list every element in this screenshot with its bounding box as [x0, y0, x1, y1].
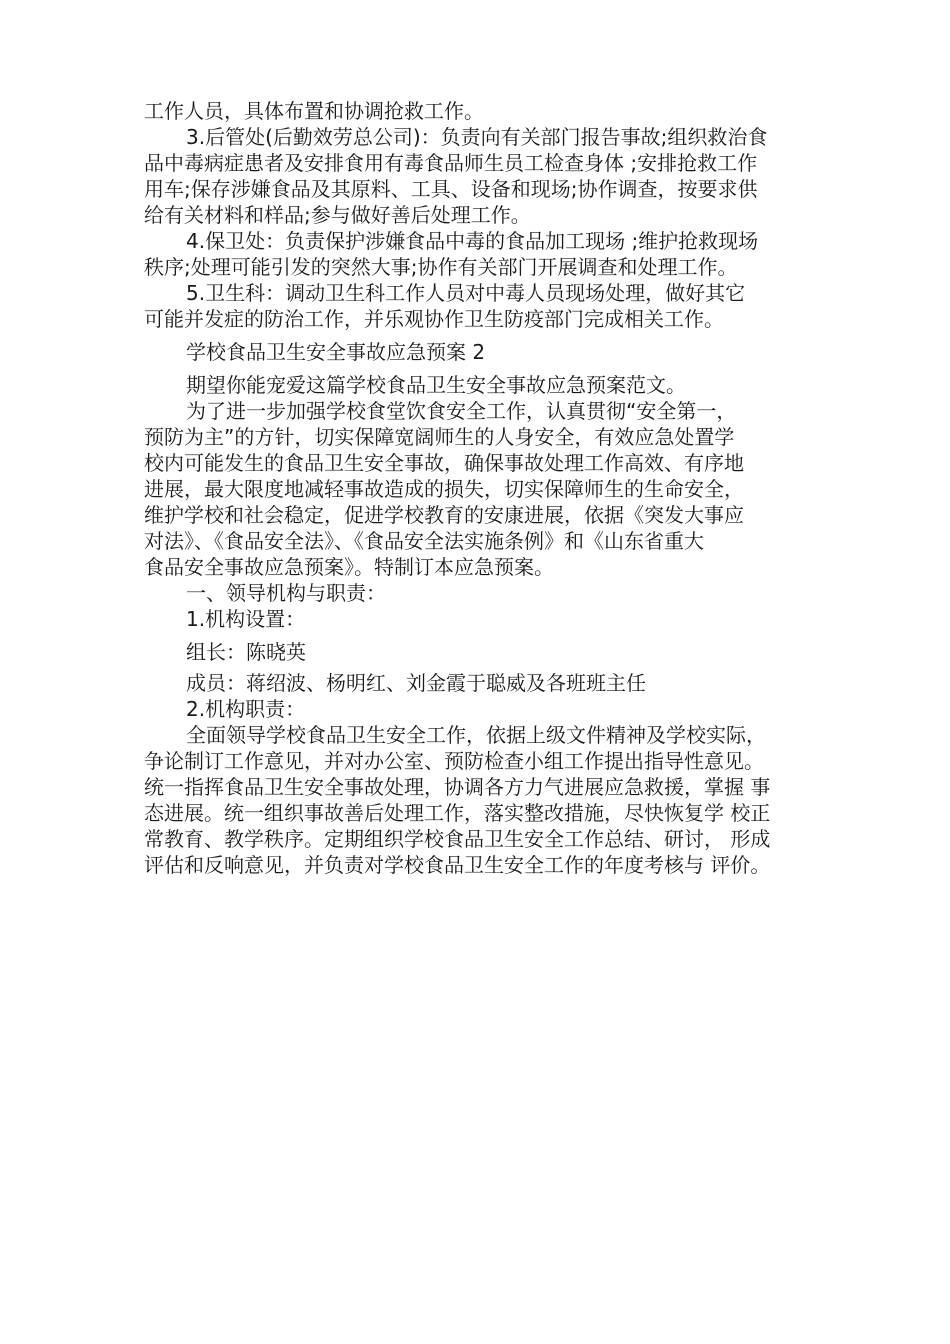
- text-line: 维护学校和社会稳定，促进学校教育的安康进展，依据《突发大事应: [144, 503, 744, 527]
- text-line: 品中毒病症患者及安排食用有毒食品师生员工检查身体 ;安排抢救工作: [144, 151, 758, 175]
- text-line: 为了进一步加强学校食堂饮食安全工作，认真贯彻“安全第一，: [186, 399, 737, 423]
- text-line: 成员：蒋绍波、杨明红、刘金霞于聪威及各班班主任: [186, 671, 646, 695]
- text-line: 工作人员，具体布置和协调抢救工作。: [144, 99, 484, 123]
- text-line: 争论制订工作意见，并对办公室、预防检查小组工作提出指导性意见。: [144, 749, 764, 773]
- text-line: 用车;保存涉嫌食品及其原料、工具、设备和现场;协作调查，按要求供: [144, 177, 758, 201]
- text-line: 给有关材料和样品;参与做好善后处理工作。: [144, 203, 531, 227]
- text-line: 3.后管处(后勤效劳总公司)：负责向有关部门报告事故;组织救治食: [186, 125, 768, 149]
- text-line: 食品安全事故应急预案》。特制订本应急预案。: [144, 555, 554, 579]
- text-line: 进展，最大限度地减轻事故造成的损失，切实保障师生的生命安全，: [144, 477, 744, 501]
- text-line: 2.机构职责：: [186, 697, 306, 721]
- text-line: 秩序;处理可能引发的突然大事;协作有关部门开展调查和处理工作。: [144, 255, 738, 279]
- text-line: 对法》、《食品安全法》、《食品安全法实施条例》和《山东省重大: [144, 529, 704, 553]
- text-line: 预防为主”的方针，切实保障宽阔师生的人身安全，有效应急处置学: [144, 425, 735, 449]
- text-line: 可能并发症的防治工作，并乐观协作卫生防疫部门完成相关工作。: [144, 307, 724, 331]
- text-line: 5.卫生科：调动卫生科工作人员对中毒人员现场处理，做好其它: [186, 281, 746, 305]
- text-line: 评估和反响意见，并负责对学校食品卫生安全工作的年度考核与 评价。: [144, 853, 771, 877]
- text-line: 期望你能宠爱这篇学校食品卫生安全事故应急预案范文。: [186, 373, 686, 397]
- text-line: 1.机构设置：: [186, 607, 306, 631]
- text-line: 态进展。统一组织事故善后处理工作，落实整改措施，尽快恢复学 校正: [144, 801, 771, 825]
- document-page: [144, 98, 810, 878]
- text-line: 校内可能发生的食品卫生安全事故，确保事故处理工作高效、有序地: [144, 451, 744, 475]
- text-line: 4.保卫处：负责保护涉嫌食品中毒的食品加工现场 ;维护抢救现场: [186, 229, 759, 253]
- text-line: 组长：陈晓英: [186, 640, 306, 664]
- section-heading: 学校食品卫生安全事故应急预案 2: [186, 340, 486, 364]
- text-line: 统一指挥食品卫生安全事故处理，协调各方力气进展应急救援，掌握 事: [144, 775, 771, 799]
- text-line: 常教育、教学秩序。定期组织学校食品卫生安全工作总结、研讨， 形成: [144, 827, 771, 851]
- text-line: 一、领导机构与职责：: [186, 581, 386, 605]
- text-line: 全面领导学校食品卫生安全工作，依据上级文件精神及学校实际，: [186, 723, 766, 747]
